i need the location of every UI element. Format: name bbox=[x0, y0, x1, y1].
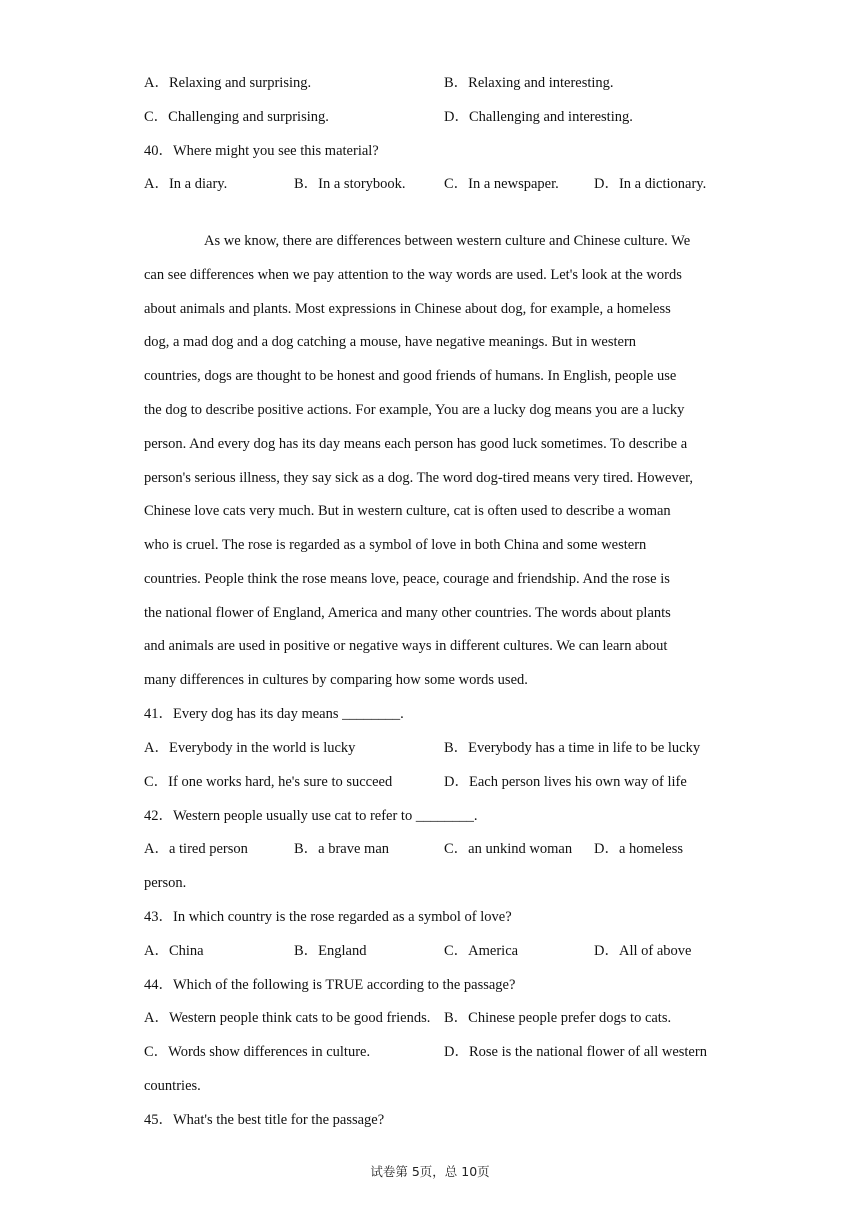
q42-option-d-continued: person. bbox=[144, 875, 187, 891]
q39-option-c: C．Challenging and surprising. bbox=[144, 109, 329, 125]
q44-option-d-continued: countries. bbox=[144, 1078, 201, 1094]
passage-line: person. And every dog has its day means each person has good luck sometimes. To describe a bbox=[144, 436, 688, 452]
passage-line: countries, dogs are thought to be honest and good friends of humans. In English, people use bbox=[144, 368, 677, 384]
passage-line: many differences in cultures by comparing how some words used. bbox=[144, 672, 528, 688]
q43-option-b: B．England bbox=[294, 943, 367, 959]
q42-option-a: A．a tired person bbox=[144, 841, 248, 857]
q41-option-b: B．Everybody has a time in life to be lucky bbox=[444, 740, 701, 756]
q39-option-d: D．Challenging and interesting. bbox=[444, 109, 633, 125]
q40-option-a: A．In a diary. bbox=[144, 176, 228, 192]
q44-option-b: B．Chinese people prefer dogs to cats. bbox=[444, 1010, 672, 1026]
passage-line: and animals are used in positive or negative ways in different cultures. We can learn about bbox=[144, 638, 668, 654]
q39-option-b: B．Relaxing and interesting. bbox=[444, 75, 614, 91]
q41-option-d: D．Each person lives his own way of life bbox=[444, 774, 687, 790]
q45-stem: 45．What's the best title for the passage? bbox=[144, 1112, 385, 1128]
q40-option-c: C．In a newspaper. bbox=[444, 176, 559, 192]
q42-option-b: B．a brave man bbox=[294, 841, 390, 857]
q42-stem: 42．Western people usually use cat to refer to ________. bbox=[144, 808, 478, 824]
q44-stem: 44．Which of the following is TRUE according to the passage? bbox=[144, 977, 516, 993]
q44-option-d: D．Rose is the national flower of all western bbox=[444, 1044, 707, 1060]
q44-option-a: A．Western people think cats to be good friends. bbox=[144, 1010, 431, 1026]
q43-stem: 43．In which country is the rose regarded as a symbol of love? bbox=[144, 909, 512, 925]
q41-option-a: A．Everybody in the world is lucky bbox=[144, 740, 356, 756]
passage-line: the dog to describe positive actions. For example, You are a lucky dog means you are a lucky bbox=[144, 402, 685, 418]
q40-stem: 40．Where might you see this material? bbox=[144, 143, 379, 159]
q41-stem: 41．Every dog has its day means ________. bbox=[144, 706, 404, 722]
q42-option-c: C．an unkind woman bbox=[444, 841, 573, 857]
passage-line: As we know, there are differences between western culture and Chinese culture. We bbox=[204, 233, 691, 249]
passage-line: about animals and plants. Most expressions in Chinese about dog, for example, a homeless bbox=[144, 301, 671, 317]
passage-line: the national flower of England, America and many other countries. The words about plants bbox=[144, 605, 671, 621]
passage-line: Chinese love cats very much. But in western culture, cat is often used to describe a woman bbox=[144, 503, 671, 519]
q41-option-c: C．If one works hard, he's sure to succeed bbox=[144, 774, 393, 790]
page-footer: 试卷第 5页，总 10页 bbox=[370, 1164, 490, 1179]
q43-option-a: A．China bbox=[144, 943, 204, 959]
q43-option-d: D．All of above bbox=[594, 943, 692, 959]
q40-option-b: B．In a storybook. bbox=[294, 176, 406, 192]
passage-line: countries. People think the rose means love, peace, courage and friendship. And the rose is bbox=[144, 571, 670, 587]
passage-line: dog, a mad dog and a dog catching a mouse, have negative meanings. But in western bbox=[144, 334, 637, 350]
passage-line: person's serious illness, they say sick as a dog. The word dog-tired means very tired. However, bbox=[144, 470, 694, 486]
q44-option-c: C．Words show differences in culture. bbox=[144, 1044, 371, 1060]
q39-option-a: A．Relaxing and surprising. bbox=[144, 75, 312, 91]
q42-option-d: D．a homeless bbox=[594, 841, 683, 857]
q43-option-c: C．America bbox=[444, 943, 519, 959]
passage-line: who is cruel. The rose is regarded as a symbol of love in both China and some western bbox=[144, 537, 647, 553]
q40-option-d: D．In a dictionary. bbox=[594, 176, 707, 192]
passage-line: can see differences when we pay attention to the way words are used. Let's look at the words bbox=[144, 267, 682, 283]
